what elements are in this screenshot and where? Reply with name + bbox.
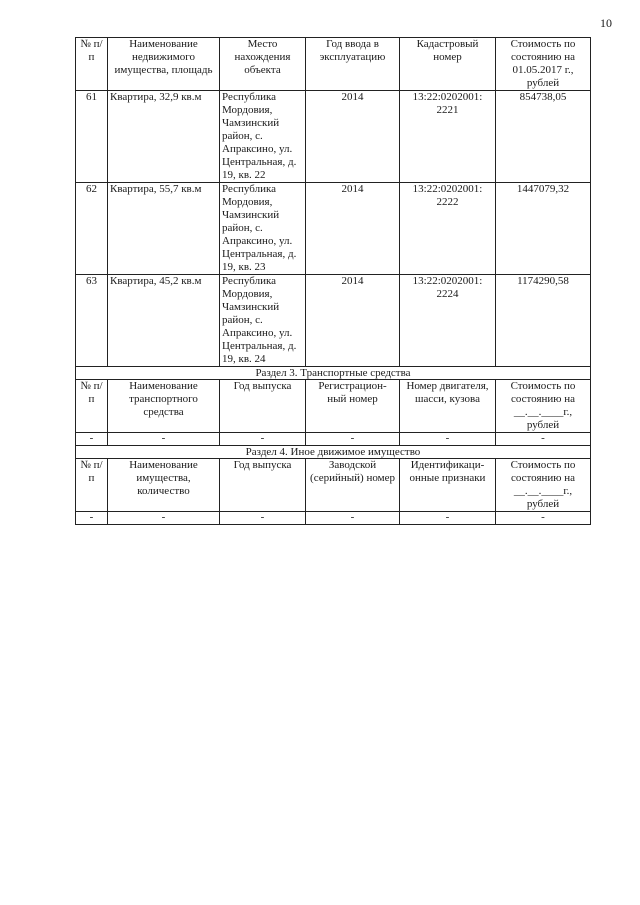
header-cell: Стоимость по состоянию на __.__.____г., рублей [496,459,591,512]
header-cell: № п/п [76,38,108,91]
section3-title-row [76,367,591,380]
section4-title: Раздел 4. Иное движимое имущество [76,446,591,459]
header-cell: Кадастровый номер [400,38,496,91]
empty-cell: - [108,433,220,446]
table-row [76,91,591,183]
commission-year: 2014 [306,91,400,183]
empty-cell: - [496,433,591,446]
header-cell: Наименование недвижимого имущества, площадь [108,38,220,91]
header-cell: Заводской (серийный) номер [306,459,400,512]
empty-cell: - [400,433,496,446]
empty-cell: - [306,433,400,446]
empty-cell: - [306,512,400,525]
property-name: Квартира, 55,7 кв.м [108,183,220,275]
property-location: Республика Мордовия, Чамзинский район, с. Апраксино, ул. Центральная, д. 19, кв. 22 [220,91,306,183]
property-name: Квартира, 45,2 кв.м [108,275,220,367]
header-cell: Регистрацион- ный номер [306,380,400,433]
empty-cell: - [220,433,306,446]
empty-cell: - [76,433,108,446]
header-cell: Год выпуска [220,380,306,433]
header-cell: Стоимость по состоянию на 01.05.2017 г., рублей [496,38,591,91]
table-row [76,183,591,275]
header-cell: № п/п [76,380,108,433]
property-location: Республика Мордовия, Чамзинский район, с. Апраксино, ул. Центральная, д. 19, кв. 24 [220,275,306,367]
page-number: 10 [600,16,612,30]
property-name: Квартира, 32,9 кв.м [108,91,220,183]
row-number: 62 [76,183,108,275]
cadastral-number: 13:22:0202001: 2224 [400,275,496,367]
header-cell: Место нахождения объекта [220,38,306,91]
property-cost: 1447079,32 [496,183,591,275]
empty-cell: - [496,512,591,525]
empty-cell: - [400,512,496,525]
header-cell: № п/п [76,459,108,512]
cadastral-number: 13:22:0202001: 2222 [400,183,496,275]
commission-year: 2014 [306,275,400,367]
row-number: 63 [76,275,108,367]
header-cell: Стоимость по состоянию на __.__.____г., рублей [496,380,591,433]
header-cell: Номер двигателя, шасси, кузова [400,380,496,433]
section4-title-row [76,446,591,459]
section3-header-row [76,380,591,433]
cadastral-number: 13:22:0202001: 2221 [400,91,496,183]
section4-empty-row [76,512,591,525]
row-number: 61 [76,91,108,183]
section4-header-row [76,459,591,512]
empty-cell: - [108,512,220,525]
table-row [76,275,591,367]
header-cell: Наименование имущества, количество [108,459,220,512]
header-cell: Год ввода в эксплуатацию [306,38,400,91]
table1-header-row [76,38,591,91]
commission-year: 2014 [306,183,400,275]
property-table [75,37,591,525]
property-cost: 1174290,58 [496,275,591,367]
header-cell: Идентификаци- онные признаки [400,459,496,512]
property-location: Республика Мордовия, Чамзинский район, с. Апраксино, ул. Центральная, д. 19, кв. 23 [220,183,306,275]
header-cell: Наименование транспортного средства [108,380,220,433]
empty-cell: - [220,512,306,525]
section3-empty-row [76,433,591,446]
header-cell: Год выпуска [220,459,306,512]
empty-cell: - [76,512,108,525]
property-cost: 854738,05 [496,91,591,183]
section3-title: Раздел 3. Транспортные средства [76,367,591,380]
